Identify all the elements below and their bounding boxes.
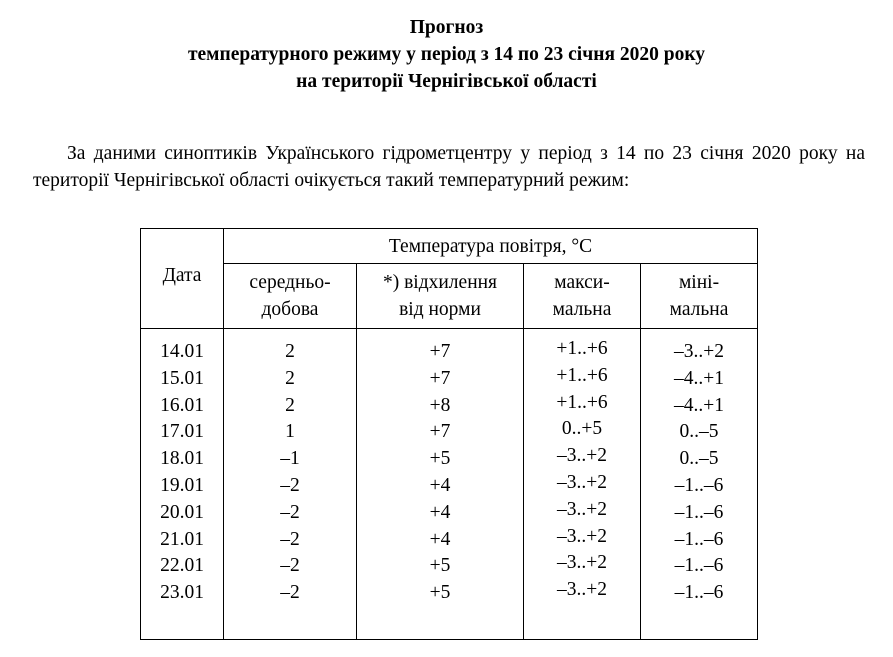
date-cell: 17.01 [160, 421, 204, 443]
max-cell: –3..+2 [557, 471, 607, 493]
intro-paragraph: За даними синоптиків Українського гідрометцентру у період з 14 по 23 січня 2020 року на території Чернігівської області очікується такий температурний режим: [33, 142, 865, 191]
title-line-2: температурного режиму у період з 14 по 23 січня 2020 року [187, 44, 706, 65]
deviation-cell: +4 [429, 501, 451, 523]
min-cell: –1..–6 [674, 555, 724, 577]
column-daily-average [224, 329, 357, 640]
max-cell: –3..+2 [557, 498, 607, 520]
header-minimum-line1: міні- [678, 272, 720, 293]
date-cell: 14.01 [160, 341, 204, 362]
title-line-1: Прогноз [409, 17, 484, 38]
avg-cell: –1 [280, 448, 300, 470]
header-maximum-line1: макси- [554, 272, 610, 293]
min-cell: –4..+1 [674, 394, 725, 416]
header-minimum [641, 264, 758, 329]
date-cell: 19.01 [160, 474, 204, 496]
avg-cell: –2 [280, 528, 300, 550]
header-maximum-line2: мальна [552, 299, 612, 320]
column-deviation [357, 329, 524, 640]
avg-cell: 2 [285, 367, 295, 389]
header-deviation-line2: від норми [399, 299, 481, 320]
header-deviation [357, 264, 524, 329]
avg-cell: –2 [280, 582, 300, 604]
header-daily-average [224, 264, 357, 329]
date-cell: 20.01 [160, 501, 204, 523]
min-cell: –1..–6 [674, 474, 724, 496]
max-cell: +1..+6 [556, 338, 608, 359]
min-cell: –1..–6 [674, 501, 724, 523]
deviation-cell: +7 [429, 421, 451, 443]
header-maximum [524, 264, 641, 329]
column-date [141, 329, 224, 640]
min-cell: 0..–5 [679, 448, 719, 470]
title-line-3: на території Чернігівської області [296, 71, 597, 92]
min-cell: –1..–6 [674, 528, 724, 550]
avg-cell: –2 [280, 474, 300, 496]
date-cell: 18.01 [160, 448, 204, 470]
date-cell: 15.01 [160, 367, 204, 389]
deviation-cell: +8 [429, 394, 451, 416]
max-cell: –3..+2 [557, 445, 607, 467]
column-maximum [524, 329, 641, 640]
date-cell: 16.01 [160, 394, 204, 416]
max-cell: –3..+2 [557, 579, 607, 601]
max-cell: –3..+2 [557, 552, 607, 574]
header-deviation-line1: *) відхилення [382, 272, 498, 293]
max-cell: 0..+5 [561, 418, 603, 440]
deviation-cell: +7 [429, 341, 451, 362]
deviation-cell: +4 [429, 528, 451, 550]
date-cell: 23.01 [160, 582, 204, 604]
deviation-cell: +7 [429, 367, 451, 389]
header-air-temperature: Температура повітря, °С [224, 229, 758, 264]
header-minimum-line2: мальна [669, 299, 729, 320]
deviation-cell: +5 [429, 555, 451, 577]
avg-cell: 2 [285, 341, 295, 362]
deviation-cell: +4 [429, 474, 451, 496]
avg-cell: –2 [280, 555, 300, 577]
deviation-cell: +5 [429, 448, 451, 470]
header-date: Дата [141, 229, 224, 329]
avg-cell: 1 [285, 421, 295, 443]
document-title [0, 14, 893, 95]
min-cell: –1..–6 [674, 582, 724, 604]
column-minimum [641, 329, 758, 640]
header-daily-average-line2: добова [261, 299, 319, 320]
avg-cell: 2 [285, 394, 295, 416]
deviation-cell: +5 [429, 582, 451, 604]
max-cell: +1..+6 [556, 391, 608, 413]
date-cell: 21.01 [160, 528, 204, 550]
header-daily-average-line1: середньо- [249, 272, 331, 293]
min-cell: 0..–5 [679, 421, 719, 443]
min-cell: –4..+1 [674, 367, 725, 389]
temperature-table [140, 228, 758, 640]
max-cell: –3..+2 [557, 525, 607, 547]
avg-cell: –2 [280, 501, 300, 523]
max-cell: +1..+6 [556, 364, 608, 386]
date-cell: 22.01 [160, 555, 204, 577]
min-cell: –3..+2 [674, 341, 725, 362]
